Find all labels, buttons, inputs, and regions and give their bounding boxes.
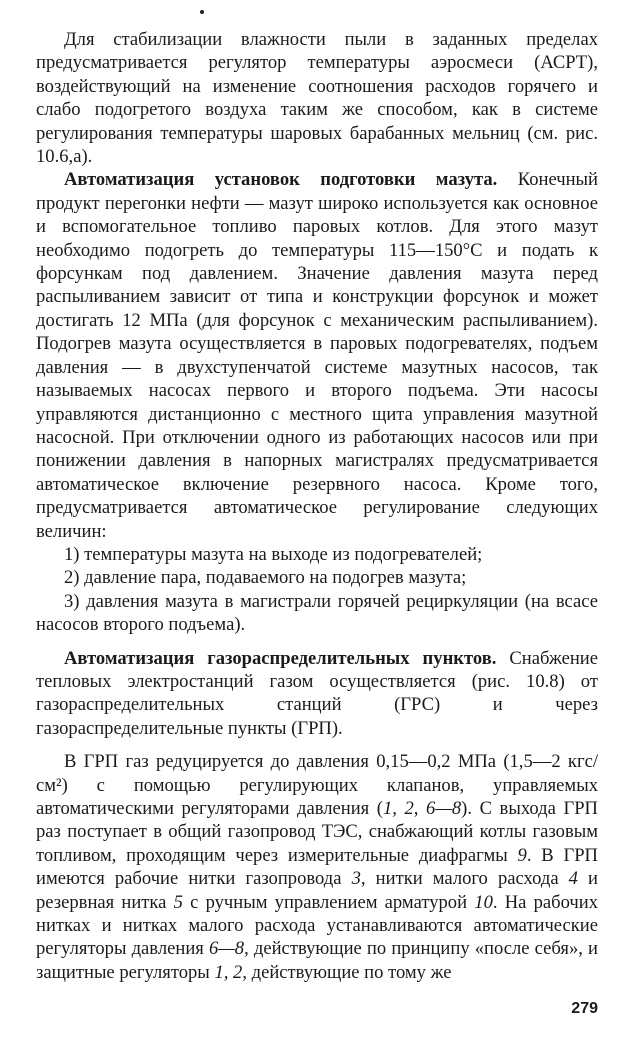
- text-run: . На рабочих нитках и нитках малого расхода устанавливаются автоматические регуляторы давления: [36, 891, 598, 960]
- figure-ref: 6—8: [208, 938, 245, 960]
- text-run: . В ГРП имеются рабочие нитки газопровода: [36, 844, 598, 890]
- figure-ref: 3: [351, 868, 361, 890]
- text-run: , действующие по тому же: [242, 961, 452, 983]
- figure-ref: 1, 2, 6—8: [382, 798, 462, 819]
- paragraph-moisture-stabilization: Для стабилизации влажности пыли в заданных пределах предусматривается регулятор температуры аэросмеси (АСРТ), воздействующий на изменение соотношения расходов горячего и слабо подогретого воздуха таким же способом, как в системе регулирования температуры шаровых барабанных мельниц (см. рис. 10.6,а).: [36, 29, 598, 168]
- figure-ref: 4: [568, 868, 578, 890]
- list-item: 1) температуры мазута на выходе из подогревателей;: [64, 543, 483, 565]
- section-heading-gas-distribution: Автоматизация газораспределительных пунктов.: [64, 647, 497, 669]
- paragraph-fuel-oil-automation: [36, 168, 598, 543]
- section-heading-fuel-oil: Автоматизация установок подготовки мазута.: [64, 169, 498, 191]
- text-run: ). С выхода ГРП раз поступает в общий газопровод ТЭС, снабжающий котлы газовым топливом, проходящим через измерительные диафрагмы: [36, 798, 598, 866]
- paragraph-text: Снабжение тепловых электростанций газом осуществляется (рис. 10.8) от газораспределительных станций (ГРС) и через газораспределительные пункты (ГРП).: [36, 647, 598, 739]
- list-item: 3) давления мазута в магистрали горячей рециркуляции (на всасе насосов второго подъема).: [36, 590, 598, 636]
- figure-ref: 9: [517, 844, 527, 866]
- text-run: , нитки малого расхода: [360, 868, 569, 890]
- figure-ref: 10: [474, 891, 493, 913]
- paragraph-text: Конечный продукт перегонки нефти — мазут широко используется как основное и вспомогательное топливо паровых котлов. Для этого мазут необходимо подогреть до температуры 115—150°С и подать к форсункам под давлением. Значение давления мазута перед распыливанием зависит от типа и конструкции форсунок и может достигать 12 МПа (для форсунок с механическим распыливанием). Подогрев мазута осуществляется в паровых подогревателях, подъем давления — в двухступенчатой системе мазутных насосов, так называемых насосах первого и второго подъема. Эти насосы управляются дистанционно с местного щита управления мазутной насосной. При отключении одного из работающих насосов или при понижении давления в напорных магистралях предусматривается автоматическое включение резервного насоса. Кроме того, предусматривается автоматическое регулирование следующих величин:: [36, 169, 598, 542]
- text-run: и резервная нитка: [36, 868, 599, 913]
- page-number: 279: [571, 1000, 598, 1017]
- figure-ref: 5: [173, 891, 183, 913]
- text-run: с ручным управлением арматурой: [182, 891, 475, 913]
- list-item: 2) давление пара, подаваемого на подогрев мазута;: [64, 567, 467, 589]
- text-run: , действующие по принципу «после себя», и защитные регуляторы: [36, 938, 598, 983]
- text-run: В ГРП газ редуцируется до давления 0,15—0,2 МПа (1,5—2 кгс/см²) с помощью регулирующих клапанов, управляемых автоматическими регуляторами давления (: [36, 751, 598, 819]
- paragraph-grp-pressure: [36, 750, 598, 984]
- stray-mark: [200, 10, 204, 14]
- figure-ref: 1, 2: [214, 961, 243, 983]
- paragraph-gas-distribution: [36, 647, 598, 741]
- document-page: [36, 28, 598, 984]
